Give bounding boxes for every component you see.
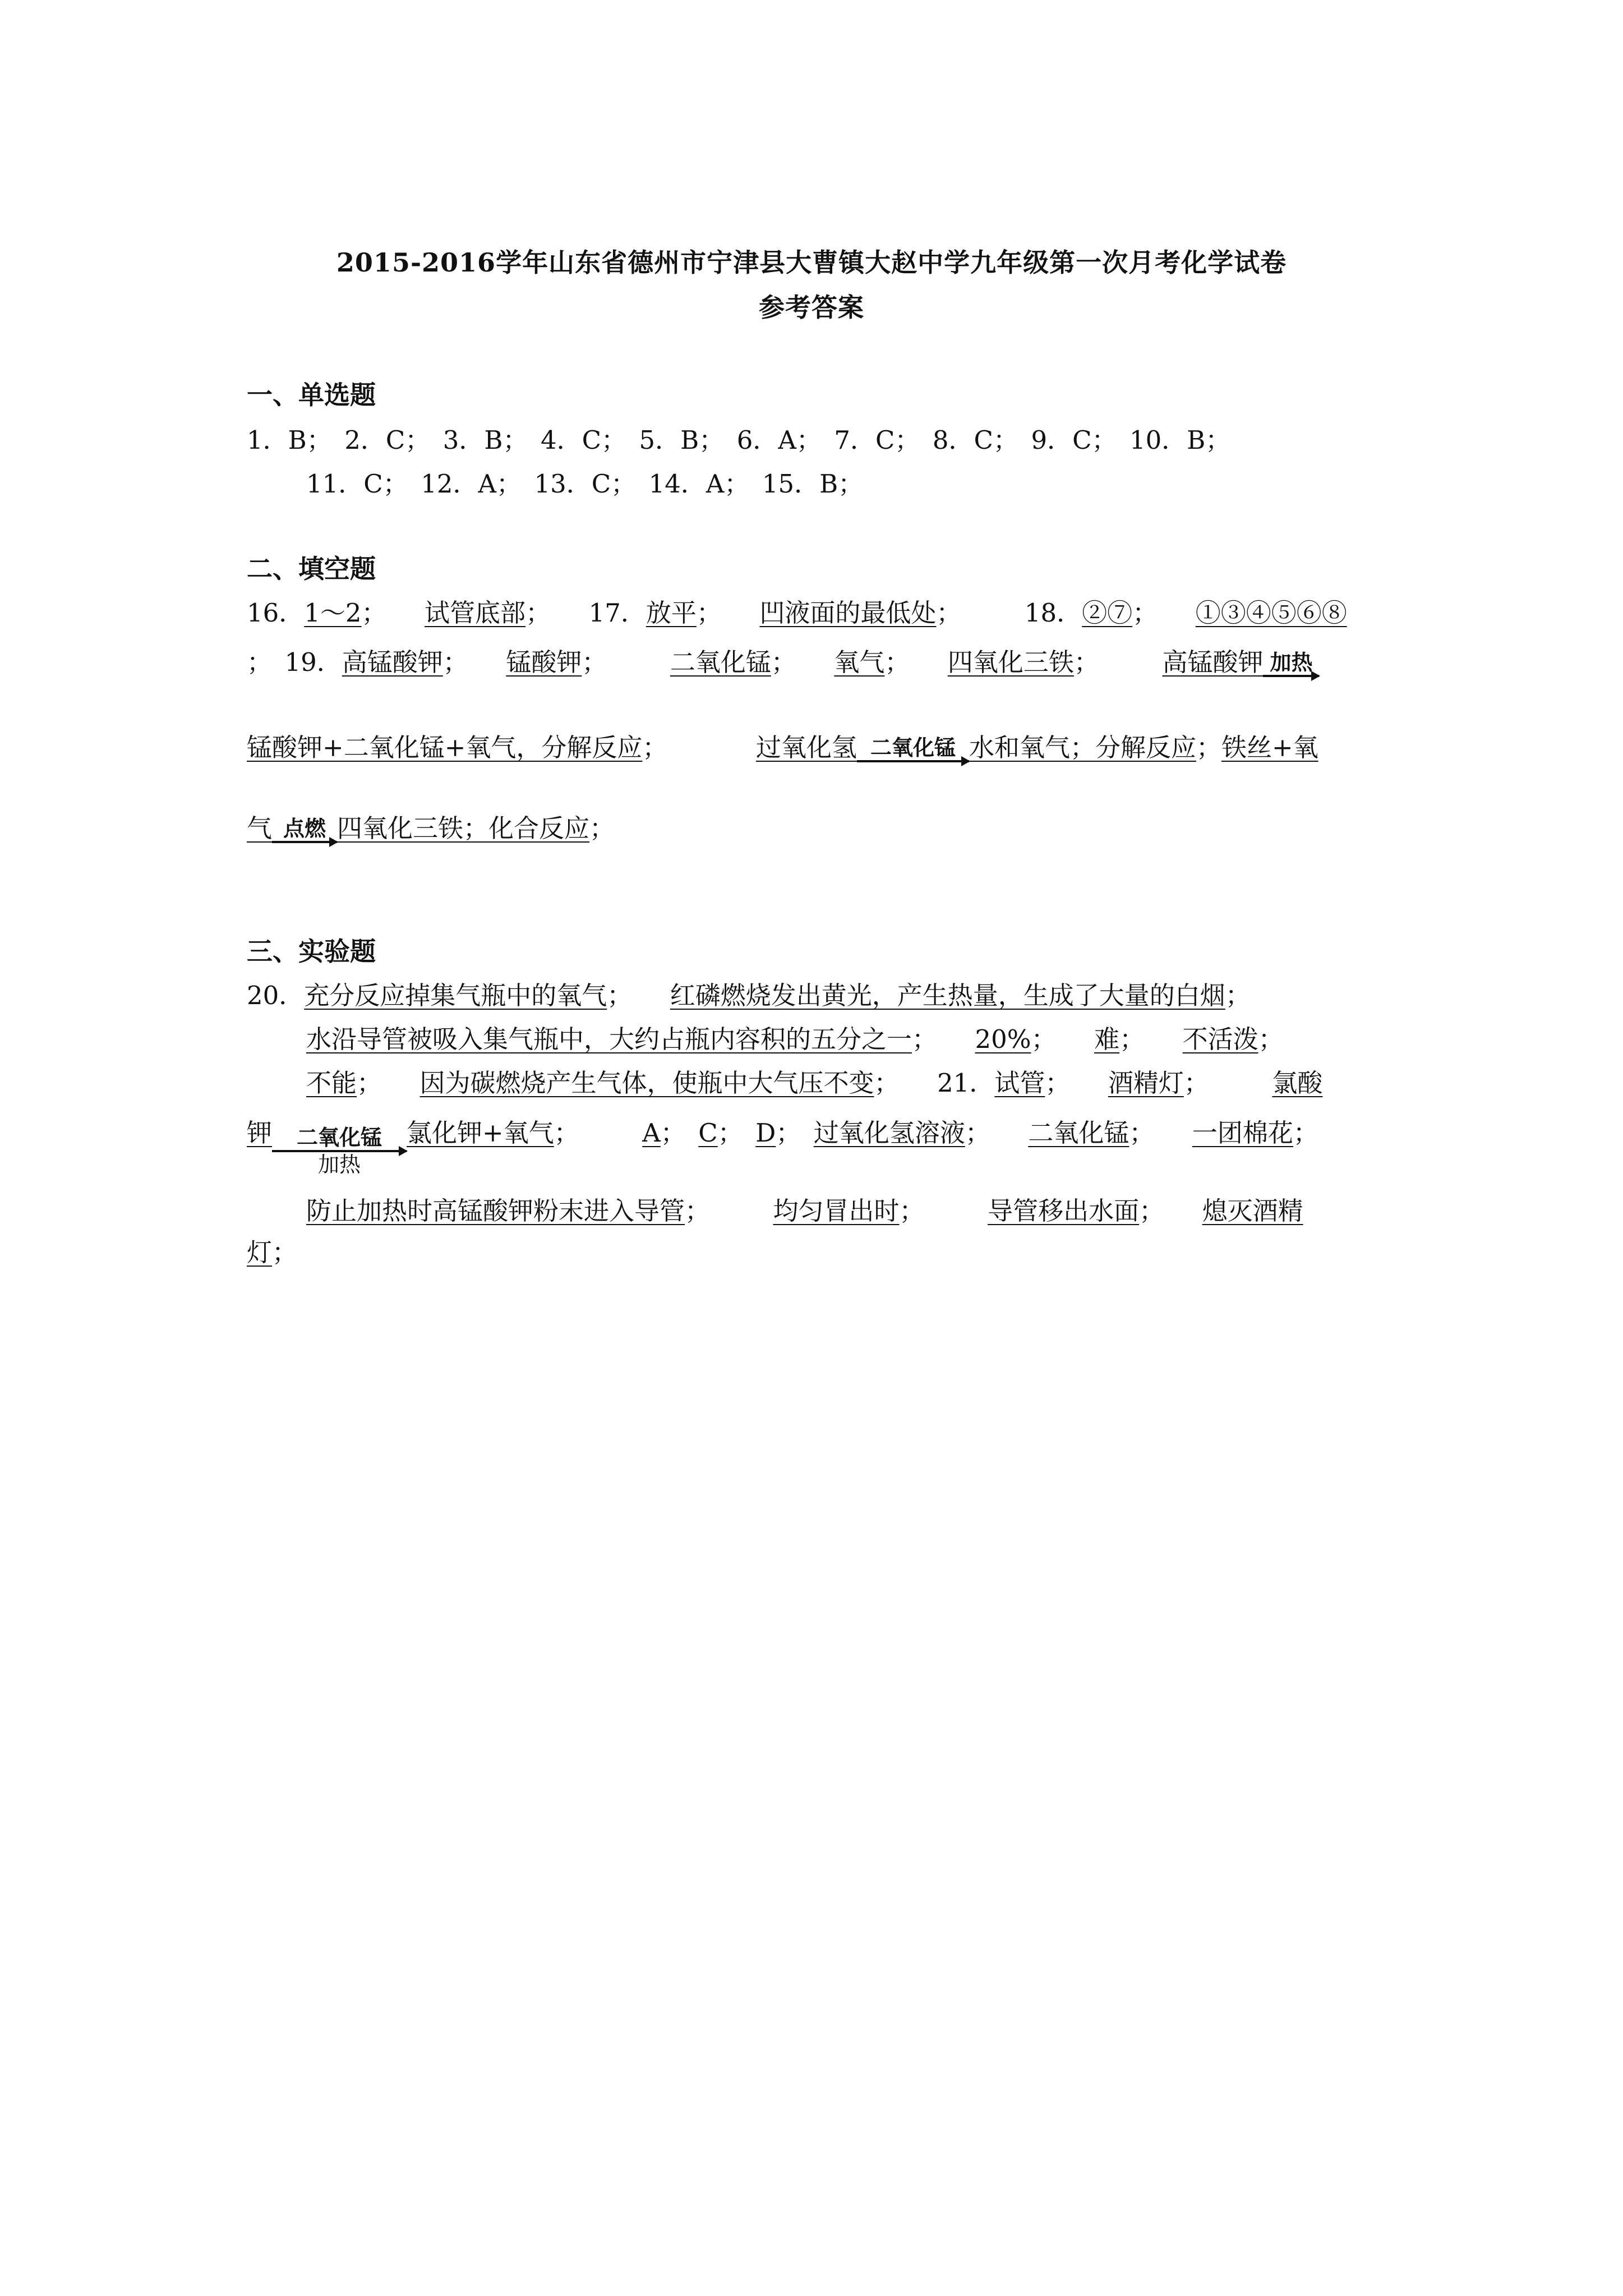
answer-17-1: 放平 [645,598,697,628]
answer-21-6: D [755,1118,776,1148]
answer-20-6: 不活泼 [1182,1024,1258,1054]
answer-19-3: 二氧化锰 [670,647,771,677]
reaction-arrow-icon [1263,675,1319,677]
answer-20-8: 因为碳燃烧产生气体，使瓶中大气压不变 [419,1068,874,1098]
answer-16-2: 试管底部 [425,598,526,628]
answer-21-2: 酒精灯 [1108,1068,1184,1098]
equation-1-condition: 加热 [1270,650,1313,675]
equation-3-right: 四氧化三铁；化合反应 [337,813,590,843]
reaction-arrow-icon [272,841,337,843]
equation-2-left: 过氧化氢 [755,733,857,762]
page-subtitle: 参考答案 [759,292,864,323]
answer-21-3b: 钾 [247,1118,273,1148]
answer-20-4: 20% [975,1024,1031,1054]
equation-4-condition-top: 二氧化锰 [297,1125,382,1150]
experiment-line-1: 20．充分反应掉集气瓶中的氧气； 红磷燃烧发出黄光，产生热量，生成了大量的白烟； [247,981,1251,1010]
answer-19-5: 四氧化三铁 [947,647,1074,677]
reaction-arrow-icon [272,1150,407,1152]
answer-21-4: A [642,1118,661,1148]
equation-4-arrow [272,1126,407,1176]
answer-20-7: 不能 [306,1068,357,1098]
equation-1-left: 高锰酸钾 [1162,647,1264,677]
answer-21-9: 一团棉花 [1192,1118,1293,1148]
equation-2-right: 水和氧气；分解反应 [969,733,1196,762]
section-heading-experiment: 三、实验题 [247,936,376,967]
answer-21-10: 防止加热时高锰酸钾粉末进入导管 [306,1196,685,1226]
answer-21-5: C [698,1118,718,1148]
answer-21-1: 试管 [994,1068,1045,1098]
answer-20-3: 水沿导管被吸入集气瓶中，大约占瓶内容积的五分之一 [306,1024,912,1054]
experiment-line-5: 防止加热时高锰酸钾粉末进入导管； 均匀冒出时； 导管移出水面； 熄灭酒精 [306,1196,1303,1226]
answer-16-1: 1～2 [304,598,362,628]
answer-21-13a: 熄灭酒精 [1202,1196,1303,1226]
fill-blank-line-3: 锰酸钾+二氧化锰+氧气，分解反应； 过氧化氢 二氧化锰 水和氧气；分解反应；铁丝+氧 [247,733,1318,762]
answer-18-2: ①③④⑤⑥⑧ [1195,598,1347,628]
answer-21-11: 均匀冒出时 [773,1196,900,1226]
answer-17-2: 凹液面的最低处 [759,598,937,628]
question-number-18: 18． [1024,598,1082,628]
answer-19-1: 高锰酸钾 [342,647,443,677]
equation-1-arrow [1263,651,1319,678]
experiment-line-6: 灯； [247,1237,298,1267]
equation-3-left-a: 铁丝+氧 [1221,733,1318,762]
fill-blank-line-1: 16．1～2； 试管底部； 17．放平； 凹液面的最低处； 18．②⑦； ①③④⑤⑥⑧ [247,598,1347,628]
answer-18-1: ②⑦ [1082,598,1133,628]
fill-blank-line-2: ； 19．高锰酸钾； 锰酸钾； 二氧化锰； 氧气； 四氧化三铁； 高锰酸钾 加热 [247,642,1319,678]
single-choice-answers-line-2: 11．C； 12．A； 13．C； 14．A； 15．B； [306,469,864,499]
equation-3-left-b: 气 [247,813,273,843]
single-choice-answers-line-1: 1．B； 2．C； 3．B； 4．C； 5．B； 6．A； 7．C； 8．C； 9．C； 10．B； [247,425,1231,455]
answer-21-12: 导管移出水面 [988,1196,1140,1226]
fill-blank-line-4: 气 点燃 四氧化三铁；化合反应； [247,813,615,843]
equation-2-arrow [857,737,969,763]
equation-4-condition-bottom: 加热 [318,1152,361,1177]
equation-3-condition: 点燃 [283,816,326,841]
question-number-17: 17． [588,598,646,628]
answer-20-1: 充分反应掉集气瓶中的氧气 [304,981,607,1010]
reaction-arrow-icon [857,760,969,762]
equation-4-right: 氯化钾+氧气 [407,1118,554,1148]
question-number-16: 16． [247,598,305,628]
equation-3-arrow [272,817,337,844]
section-heading-fill-blank: 二、填空题 [247,554,376,584]
question-number-20: 20． [247,981,305,1010]
answer-21-8: 二氧化锰 [1028,1118,1129,1148]
answer-21-3a: 氯酸 [1272,1068,1323,1098]
experiment-line-4: 钾 二氧化锰 加热 氯化钾+氧气； A； C； D； 过氧化氢溶液； 二氧化锰； 一团棉花； [247,1118,1318,1177]
page-title: 2015-2016学年山东省德州市宁津县大曹镇大赵中学九年级第一次月考化学试卷 [336,247,1287,278]
answer-19-4: 氧气 [834,647,885,677]
question-number-21: 21． [937,1068,995,1098]
question-number-19: 19． [284,647,342,677]
answer-21-13b: 灯 [247,1237,273,1267]
experiment-line-3: 不能； 因为碳燃烧产生气体，使瓶中大气压不变； 21．试管； 酒精灯； 氯酸 [306,1068,1323,1098]
section-heading-single-choice: 一、单选题 [247,380,376,410]
answer-20-5: 难 [1094,1024,1120,1054]
equation-2-condition: 二氧化锰 [870,735,956,760]
answer-19-2: 锰酸钾 [506,647,582,677]
equation-1-right: 锰酸钾+二氧化锰+氧气，分解反应 [247,733,643,762]
answer-21-7: 过氧化氢溶液 [813,1118,965,1148]
answer-20-2: 红磷燃烧发出黄光，产生热量，生成了大量的白烟 [670,981,1225,1010]
experiment-line-2: 水沿导管被吸入集气瓶中，大约占瓶内容积的五分之一； 20%； 难； 不活泼； [306,1024,1284,1054]
